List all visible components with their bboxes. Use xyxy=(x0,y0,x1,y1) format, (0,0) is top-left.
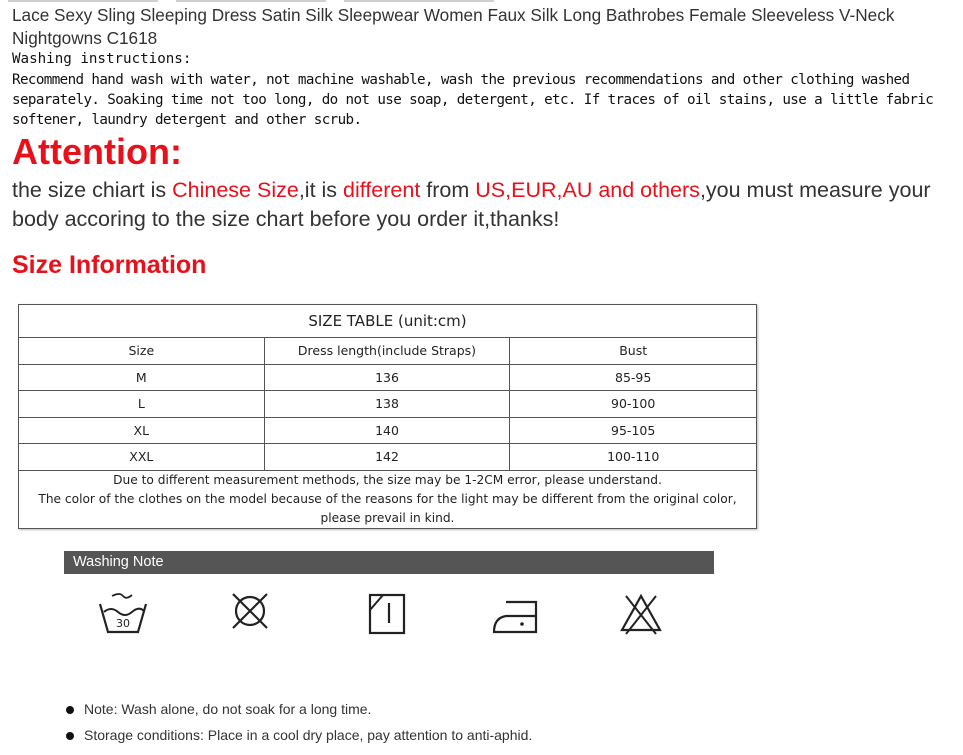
table-cell: 85-95 xyxy=(510,364,757,391)
washing-note-bar xyxy=(64,551,714,574)
table-cell: XXL xyxy=(19,444,265,471)
table-cell: 100-110 xyxy=(510,444,757,471)
table-cell: L xyxy=(19,391,265,418)
washing-note-list xyxy=(66,699,532,751)
table-cell: 136 xyxy=(264,364,510,391)
hand-wash-30-icon xyxy=(96,590,150,638)
size-table-header: Bust xyxy=(510,338,757,365)
size-information-heading: Size Information xyxy=(12,251,207,279)
size-table-note-error: Due to different measurement methods, the size may be 1-2CM error, please understand. xyxy=(113,472,662,487)
list-item: Storage conditions: Place in a cool dry place, pay attention to anti-aphid. xyxy=(66,725,532,751)
washing-note-label: Washing Note xyxy=(73,554,164,570)
product-title: Lace Sexy Sling Sleeping Dress Satin Silk Sleepwear Women Faux Silk Long Bathrobes Female Sleeveless V-Neck Nightgowns C1618 xyxy=(12,5,895,48)
size-warning xyxy=(12,176,957,234)
size-table xyxy=(18,304,757,529)
drip-dry-icon xyxy=(366,590,408,636)
size-table-header-row xyxy=(19,338,757,365)
table-cell: XL xyxy=(19,417,265,444)
table-cell: 138 xyxy=(264,391,510,418)
size-table-note-color: The color of the clothes on the model because of the reasons for the light may be different from the original color, please prevail in kind. xyxy=(38,491,737,525)
table-row xyxy=(19,444,757,471)
size-warning-text-1: the size chiart is xyxy=(12,178,173,202)
washing-instructions-heading: Washing instructions: xyxy=(12,51,192,67)
size-warning-different: different xyxy=(343,178,421,202)
table-cell: 95-105 xyxy=(510,417,757,444)
list-item: Note: Wash alone, do not soak for a long time. xyxy=(66,699,532,725)
table-row xyxy=(19,391,757,418)
size-table-notes xyxy=(19,470,757,528)
size-warning-text-2: ,it is xyxy=(298,178,344,202)
table-cell: 90-100 xyxy=(510,391,757,418)
care-icons xyxy=(0,590,963,645)
size-warning-text-4: ,you must measure your body accoring to the size chart before you order it,thanks! xyxy=(12,178,931,231)
top-tab-strip xyxy=(8,0,508,3)
size-table-header: Dress length(include Straps) xyxy=(264,338,510,365)
washing-instructions-body: Recommend hand wash with water, not machine washable, wash the previous recommendations and other clothing washed separately. Soaking time not too long, do not use soap, detergent, etc. If traces of oil stains, use a little fabric softener, laundry detergent and other scrub. xyxy=(12,72,934,128)
size-table-header: Size xyxy=(19,338,265,365)
size-warning-text-3: from xyxy=(420,178,476,202)
wash-temperature: 30 xyxy=(116,617,130,630)
attention-heading: Attention: xyxy=(12,131,182,172)
do-not-tumble-dry-icon xyxy=(229,590,271,632)
size-table-caption: SIZE TABLE (unit:cm) xyxy=(19,305,757,338)
table-cell: 140 xyxy=(264,417,510,444)
size-warning-chinese-size: Chinese Size xyxy=(172,178,299,202)
low-iron-icon xyxy=(492,590,542,636)
table-row xyxy=(19,417,757,444)
table-cell: M xyxy=(19,364,265,391)
do-not-bleach-icon xyxy=(618,590,664,636)
size-warning-regions: US,EUR,AU and others xyxy=(475,178,700,202)
table-cell: 142 xyxy=(264,444,510,471)
table-row xyxy=(19,364,757,391)
